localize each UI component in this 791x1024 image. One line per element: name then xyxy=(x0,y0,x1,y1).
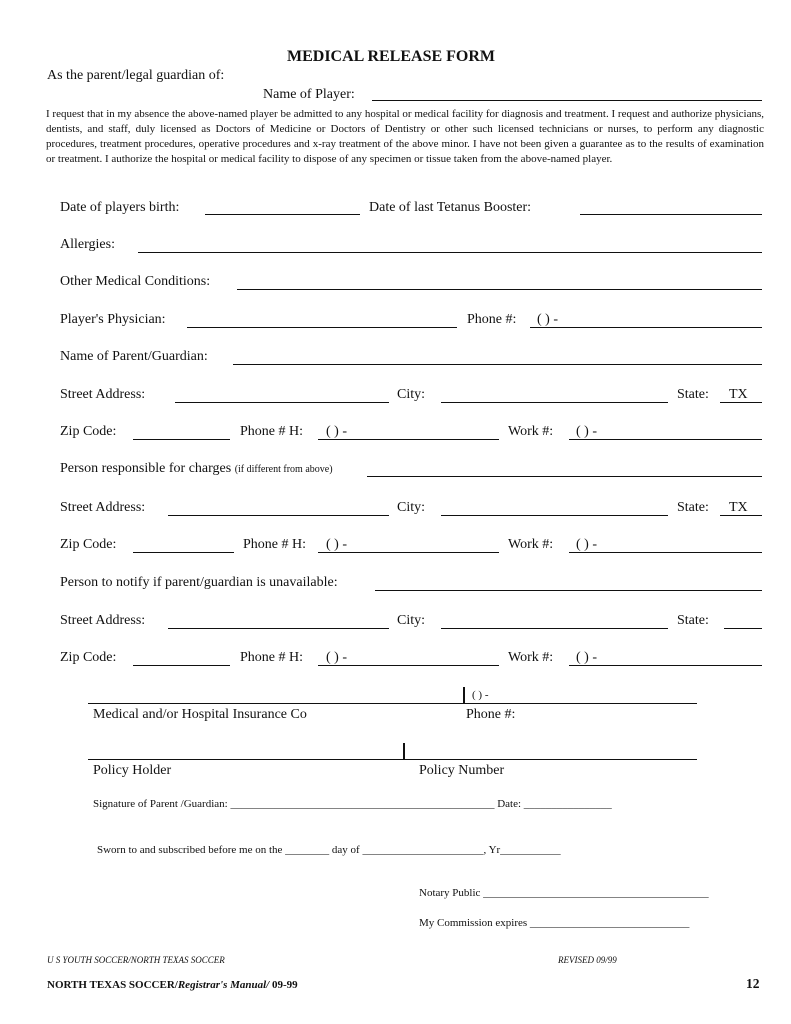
responsible-label-text: Person responsible for charges xyxy=(60,461,232,476)
work-label-2: Work #: xyxy=(508,537,554,552)
city-label-1: City: xyxy=(397,387,426,402)
tetanus-field[interactable] xyxy=(580,214,762,215)
street-label-1: Street Address: xyxy=(60,387,146,402)
zip-field-2[interactable] xyxy=(133,552,234,553)
physician-label: Player's Physician: xyxy=(60,312,166,327)
phone-home-template-2: ( ) - xyxy=(326,537,347,552)
city-field-1[interactable] xyxy=(441,402,668,403)
parent-name-field[interactable] xyxy=(233,364,762,365)
policy-field[interactable] xyxy=(88,759,697,760)
physician-phone-label: Phone #: xyxy=(467,312,517,327)
state-field-2[interactable] xyxy=(720,515,762,516)
street-field-2[interactable] xyxy=(168,515,389,516)
zip-field-1[interactable] xyxy=(133,439,230,440)
insurance-label: Medical and/or Hospital Insurance Co xyxy=(93,707,307,722)
physician-phone-template: ( ) - xyxy=(537,312,558,327)
zip-label-1: Zip Code: xyxy=(60,424,117,439)
state-label-3: State: xyxy=(677,613,709,628)
footer-org: U S YOUTH SOCCER/NORTH TEXAS SOCCER xyxy=(47,955,225,965)
street-label-2: Street Address: xyxy=(60,500,146,515)
footer-manual-org: NORTH TEXAS SOCCER/ xyxy=(47,979,178,991)
player-name-label: Name of Player: xyxy=(263,87,355,102)
insurance-phone-label: Phone #: xyxy=(466,707,516,722)
allergies-label: Allergies: xyxy=(60,237,115,252)
policy-holder-label: Policy Holder xyxy=(93,763,172,778)
guardian-of-label: As the parent/legal guardian of: xyxy=(47,68,225,83)
commission-row xyxy=(419,917,689,929)
state-value-2: TX xyxy=(729,500,748,515)
page-number: 12 xyxy=(746,976,760,991)
work-phone-field-1[interactable] xyxy=(569,439,762,440)
notify-field[interactable] xyxy=(375,590,762,591)
city-field-2[interactable] xyxy=(441,515,668,516)
insurance-phone-template: ( ) - xyxy=(472,689,489,701)
form-title: MEDICAL RELEASE FORM xyxy=(287,48,496,65)
other-conditions-field[interactable] xyxy=(237,289,762,290)
signature-row xyxy=(93,798,612,810)
phone-home-template-3: ( ) - xyxy=(326,650,347,665)
zip-label-2: Zip Code: xyxy=(60,537,117,552)
work-label-3: Work #: xyxy=(508,650,554,665)
responsible-note: (if different from above) xyxy=(234,464,333,475)
work-label-1: Work #: xyxy=(508,424,554,439)
signature-date-label: Date: xyxy=(497,798,522,810)
city-label-3: City: xyxy=(397,613,426,628)
phone-home-label-2: Phone # H: xyxy=(243,537,306,552)
responsible-field[interactable] xyxy=(367,476,762,477)
city-label-2: City: xyxy=(397,500,426,515)
work-template-3: ( ) - xyxy=(576,650,597,665)
phone-home-field-1[interactable] xyxy=(318,439,499,440)
phone-home-template-1: ( ) - xyxy=(326,424,347,439)
policy-number-label: Policy Number xyxy=(419,763,505,778)
notify-label: Person to notify if parent/guardian is unavailable: xyxy=(60,575,338,590)
physician-phone-field[interactable] xyxy=(530,327,762,328)
work-phone-field-2[interactable] xyxy=(569,552,762,553)
sworn-statement[interactable]: Sworn to and subscribed before me on the ________ day of ______________________, Yr___________ xyxy=(97,844,561,856)
player-name-field[interactable] xyxy=(372,100,762,101)
state-field-3[interactable] xyxy=(724,628,762,629)
street-label-3: Street Address: xyxy=(60,613,146,628)
signature-date-field[interactable]: ________________ xyxy=(523,798,612,810)
insurance-divider xyxy=(463,687,465,704)
street-field-3[interactable] xyxy=(168,628,389,629)
commission-field[interactable]: _____________________________ xyxy=(529,917,690,929)
work-phone-field-3[interactable] xyxy=(569,665,762,666)
phone-home-field-3[interactable] xyxy=(318,665,499,666)
commission-label: My Commission expires xyxy=(419,917,528,929)
insurance-field[interactable] xyxy=(88,703,697,704)
signature-label: Signature of Parent /Guardian: xyxy=(93,798,228,810)
phone-home-label-1: Phone # H: xyxy=(240,424,303,439)
birth-label: Date of players birth: xyxy=(60,200,180,215)
zip-label-3: Zip Code: xyxy=(60,650,117,665)
phone-home-field-2[interactable] xyxy=(318,552,499,553)
state-label-1: State: xyxy=(677,387,709,402)
policy-divider xyxy=(403,743,405,760)
notary-label: Notary Public xyxy=(419,887,481,899)
state-field-1[interactable] xyxy=(720,402,762,403)
footer-manual-title: Registrar's Manual/ xyxy=(177,979,270,991)
footer-manual xyxy=(47,979,298,991)
phone-home-label-3: Phone # H: xyxy=(240,650,303,665)
street-field-1[interactable] xyxy=(175,402,389,403)
parent-name-label: Name of Parent/Guardian: xyxy=(60,349,208,364)
birth-field[interactable] xyxy=(205,214,360,215)
physician-field[interactable] xyxy=(187,327,457,328)
footer-revised: REVISED 09/99 xyxy=(558,955,617,965)
other-conditions-label: Other Medical Conditions: xyxy=(60,274,211,289)
zip-field-3[interactable] xyxy=(133,665,230,666)
tetanus-label: Date of last Tetanus Booster: xyxy=(369,200,532,215)
state-value-1: TX xyxy=(729,387,748,402)
state-label-2: State: xyxy=(677,500,709,515)
notary-field[interactable]: _________________________________________ xyxy=(483,887,709,899)
work-template-2: ( ) - xyxy=(576,537,597,552)
allergies-field[interactable] xyxy=(138,252,762,253)
consent-paragraph: I request that in my absence the above-named player be admitted to any hospital or medical facility for diagnosis and treatment. I request and authorize physicians, dentists, and staff, duly licensed as Doctors of Medicine or Doctors of Dentistry or other such licensed technicians or nurses, to perform any diagnostic procedures, treatment procedures, operative procedures and x-ray treatment of the above minor. I have not been given a guarantee as to the results of examination or treatment. I authorize the hospital or medical facility to dispose of any specimen or tissue taken from the above-named player. xyxy=(46,108,764,165)
signature-field[interactable]: ________________________________________________ xyxy=(230,798,495,810)
notary-row xyxy=(419,887,709,899)
work-template-1: ( ) - xyxy=(576,424,597,439)
responsible-label xyxy=(60,461,333,477)
city-field-3[interactable] xyxy=(441,628,668,629)
footer-manual-year: 09-99 xyxy=(269,979,298,991)
